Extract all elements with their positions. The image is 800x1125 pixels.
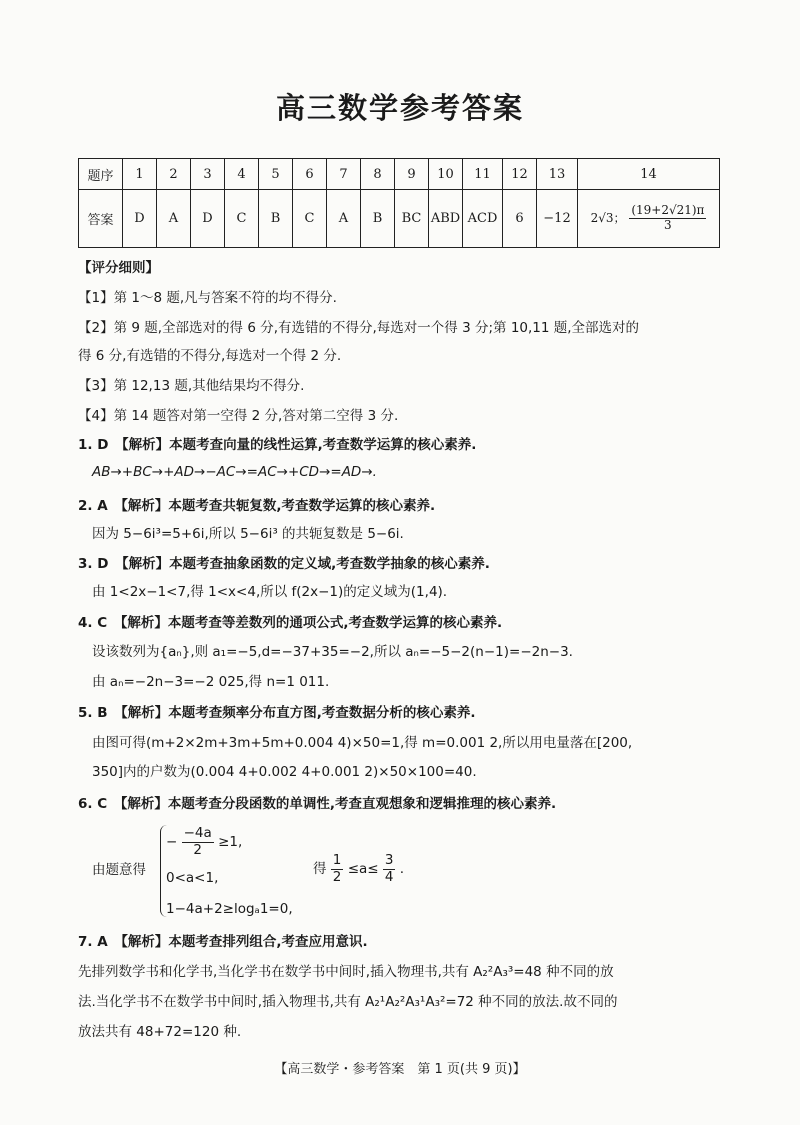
solution-2-heading: 2. A 【解析】本题考查共轭复数,考查数学运算的核心素养. (78, 498, 436, 514)
solution-1-heading: 1. D 【解析】本题考查向量的线性运算,考查数学运算的核心素养. (78, 437, 477, 453)
question-number: 14 (578, 159, 720, 190)
solution-4-body-1: 设该数列为{aₙ},则 a₁=−5,d=−37+35=−2,所以 aₙ=−5−2(n−1)=−2n−3. (92, 644, 573, 660)
q14-first-blank: 2√3； (590, 211, 626, 225)
solution-4-body-2: 由 aₙ=−2n−3=−2 025,得 n=1 011. (92, 674, 330, 690)
question-number: 6 (293, 159, 327, 190)
grading-rule-3: 【3】第 12,13 题,其他结果均不得分. (78, 378, 305, 394)
answer-cell: ABD (429, 190, 463, 248)
question-number: 1 (123, 159, 157, 190)
solution-6-lead: 由题意得 (92, 862, 146, 878)
question-number: 13 (537, 159, 578, 190)
question-number: 2 (157, 159, 191, 190)
solution-4-heading: 4. C 【解析】本题考查等差数列的通项公式,考查数学运算的核心素养. (78, 615, 503, 631)
solution-3-heading: 3. D 【解析】本题考查抽象函数的定义域,考查数学抽象的核心素养. (78, 556, 490, 572)
answer-table-answer-row (79, 190, 720, 248)
answer-table (78, 158, 720, 248)
question-number: 12 (503, 159, 537, 190)
answer-cell: 6 (503, 190, 537, 248)
answer-cell: C (293, 190, 327, 248)
grading-rule-2-line-1: 【2】第 9 题,全部选对的得 6 分,有选错的不得分,每选对一个得 3 分;第 10,11 题,全部选对的 (78, 320, 640, 336)
answer-cell: C (225, 190, 259, 248)
answer-cell: BC (395, 190, 429, 248)
solution-7-heading: 7. A 【解析】本题考查排列组合,考查应用意识. (78, 934, 368, 950)
solution-6-condition-2: 0<a<1, (166, 870, 219, 886)
solution-6-condition-3: 1−4a+2≥logₐ1=0, (166, 901, 293, 917)
page-title: 高三数学参考答案 (275, 91, 524, 125)
question-number: 9 (395, 159, 429, 190)
solution-7-body-2: 法.当化学书不在数学书中间时,插入物理书,共有 A₂¹A₂²A₃¹A₃²=72 种不同的放法.故不同的 (78, 994, 618, 1010)
solution-3-body: 由 1<2x−1<7,得 1<x<4,所以 f(2x−1)的定义域为(1,4). (92, 584, 448, 600)
grading-rule-4: 【4】第 14 题答对第一空得 2 分,答对第二空得 3 分. (78, 408, 399, 424)
solution-5-body-1: 由图可得(m+2×2m+3m+5m+0.004 4)×50=1,得 m=0.001 2,所以用电量落在[200, (92, 735, 633, 751)
result-upper-fraction: $\frac{3}{4}$ (384, 852, 394, 885)
question-number: 3 (191, 159, 225, 190)
answer-cell-q14 (578, 190, 720, 248)
solution-1-body: AB→+BC→+AD→−AC→=AC→+CD→=AD→. (92, 464, 377, 480)
grading-heading: 【评分细则】 (78, 260, 159, 276)
answer-cell: D (123, 190, 157, 248)
condition-1-fraction: $\frac{-4a}{2}$ (183, 825, 212, 858)
question-number: 5 (259, 159, 293, 190)
q14-denominator: 3 (664, 218, 672, 232)
answer-cell: B (361, 190, 395, 248)
solution-2-body: 因为 5−6i³=5+6i,所以 5−6i³ 的共轭复数是 5−6i. (92, 526, 404, 542)
answer-cell: A (157, 190, 191, 248)
answer-cell: B (259, 190, 293, 248)
grading-rule-1: 【1】第 1～8 题,凡与答案不符的均不得分. (78, 290, 337, 306)
page-footer: 【高三数学・参考答案 第 1 页(共 9 页)】 (274, 1062, 526, 1077)
result-lower-fraction: $\frac{1}{2}$ (332, 852, 342, 885)
q14-numerator: (19+2√21)π (631, 203, 705, 218)
row-header-answer: 答案 (79, 190, 123, 248)
solution-6-condition-1: − $\frac{-4a}{2}$ ≥1, (166, 825, 243, 858)
answer-table-number-row (79, 159, 720, 190)
question-number: 10 (429, 159, 463, 190)
grading-rule-2-line-2: 得 6 分,有选错的不得分,每选对一个得 2 分. (78, 348, 342, 364)
answer-cell: A (327, 190, 361, 248)
question-number: 8 (361, 159, 395, 190)
answer-cell: D (191, 190, 225, 248)
solution-7-body-1: 先排列数学书和化学书,当化学书在数学书中间时,插入物理书,共有 A₂²A₃³=48 种不同的放 (78, 964, 614, 980)
answer-cell: ACD (463, 190, 503, 248)
solution-7-body-3: 放法共有 48+72=120 种. (78, 1024, 242, 1040)
question-number: 4 (225, 159, 259, 190)
solution-6-heading: 6. C 【解析】本题考查分段函数的单调性,考查直观想象和逻辑推理的核心素养. (78, 796, 557, 812)
solution-5-body-2: 350]内的户数为(0.004 4+0.002 4+0.001 2)×50×100=40. (92, 764, 477, 780)
q14-fraction (629, 204, 706, 233)
answer-cell: −12 (537, 190, 578, 248)
solution-5-heading: 5. B 【解析】本题考查频率分布直方图,考查数据分析的核心素养. (78, 705, 476, 721)
question-number: 11 (463, 159, 503, 190)
row-header-question-number: 题序 (79, 159, 123, 190)
question-number: 7 (327, 159, 361, 190)
solution-6-result: 得 $\frac{1}{2}$ ≤a≤ $\frac{3}{4}$ . (313, 852, 405, 885)
